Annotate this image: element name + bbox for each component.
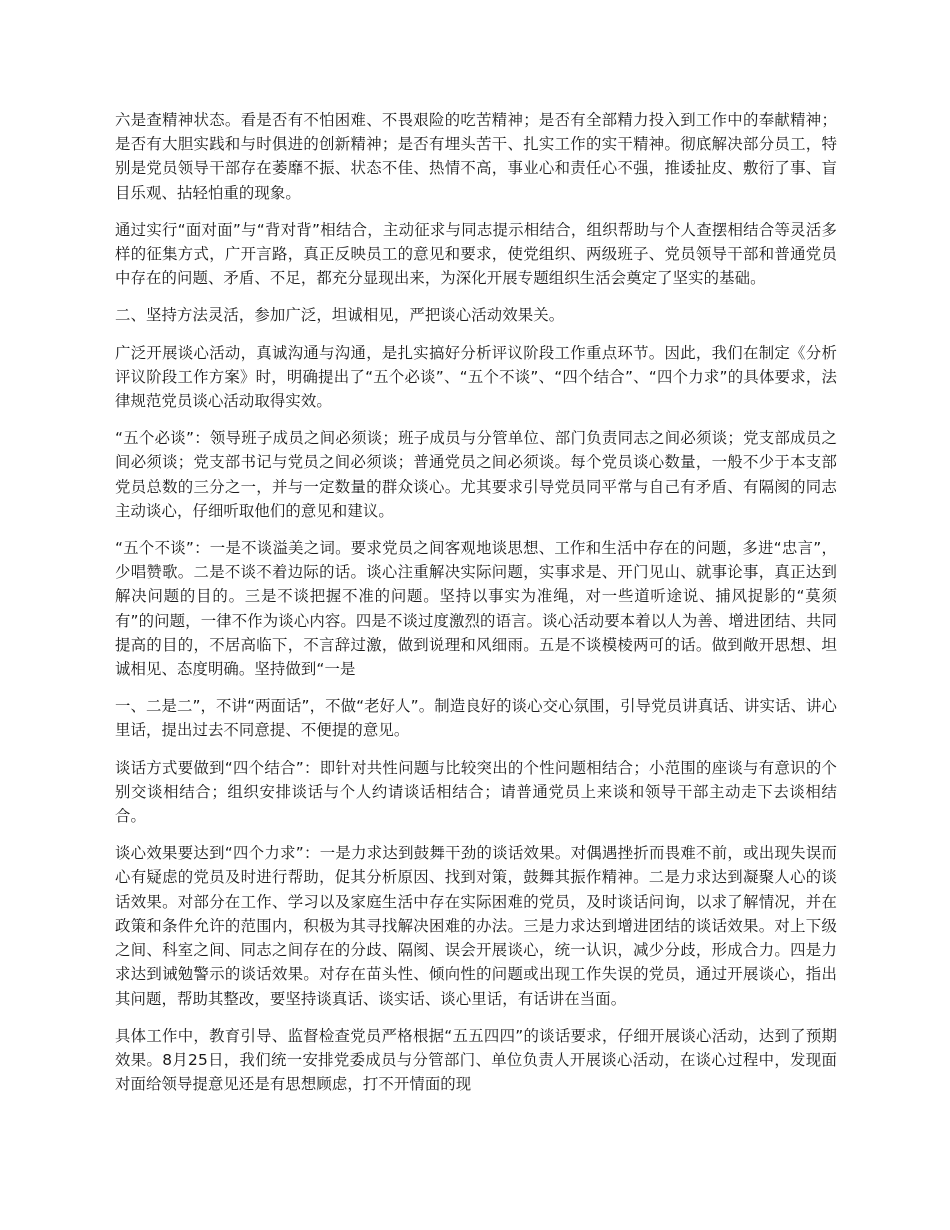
paragraph-four-strivings: 谈心效果要达到“四个力求”：一是力求达到鼓舞干劲的谈话效果。对偶遇挫折而畏难不前，或出现失误而心有疑虑的党员及时进行帮助，促其分析原因、找到对策，鼓舞其振作精神。二是力求达到凝聚人心的谈话效果。对部分在工作、学习以及家庭生活中存在实际困难的党员，及时谈话问询，以求了解情况，并在政策和条件允许的范围内，积极为其寻找解决困难的办法。三是力求达到增进团结的谈话效果。对上下级之间、科室之间、同志之间存在的分歧、隔阂、误会开展谈心，统一认识，减少分歧，形成合力。四是力求达到诫勉警示的谈话效果。对存在苗头性、倾向性的问题或出现工作失误的党员，通过开展谈心，指出其问题，帮助其整改，要坚持谈真话、谈实话、谈心里话，有话讲在当面。 xyxy=(115,844,837,1008)
paragraph-five-dont-talk: “五个不谈”：一是不谈溢美之词。要求党员之间客观地谈思想、工作和生活中存在的问题，多进“忠言”，少唱赞歌。二是不谈不着边际的话。谈心注重解决实际问题，实事求是、开门见山、就事论事，真正达到解决问题的目的。三是不谈把握不准的问题。坚持以事实为准绳，对一些道听途说、捕风捉影的“莫须有”的问题，一律不作为谈心内容。四是不谈过度激烈的语言。谈心活动要本着以人为善、增进团结、共同提高的目的，不居高临下，不言辞过激，做到说理和风细雨。五是不谈模棱两可的话。做到敞开思想、坦诚相见、态度明确。坚持做到“一是 xyxy=(115,539,837,679)
section-heading: 二、坚持方法灵活，参加广泛，坦诚相见，严把谈心活动效果关。 xyxy=(115,306,565,325)
paragraph-10: 具体工作中，教育引导、监督检查党员严格根据“五五四四”的谈话要求，仔细开展谈心活动，达到了预期效果。8月25日，我们统一安排党委成员与分管部门、单位负责人开展谈心活动，在谈心过程中，发现面对面给领导提意见还是有思想顾虑，打不开情面的现 xyxy=(115,1026,837,1094)
paragraph-four-combinations: 谈话方式要做到“四个结合”：即针对共性问题与比较突出的个性问题相结合；小范围的座谈与有意识的个别交谈相结合；组织安排谈话与个人约请谈话相结合；请普通党员上来谈和领导干部主动走下去谈相结合。 xyxy=(115,758,837,826)
paragraph-2: 通过实行“面对面”与“背对背”相结合，主动征求与同志提示相结合，组织帮助与个人查摆相结合等灵活多样的征集方式，广开言路，真正反映员工的意见和要求，使党组织、两级班子、党员领导干部和普通党员中存在的问题、矛盾、不足，都充分显现出来，为深化开展专题组织生活会奠定了坚实的基础。 xyxy=(115,220,837,288)
paragraph-five-must-talk: “五个必谈”：领导班子成员之间必须谈；班子成员与分管单位、部门负责同志之间必须谈；党支部成员之间必须谈；党支部书记与党员之间必须谈；普通党员之间必须谈。每个党员谈心数量，一般不少于本支部党员总数的三分之一，并与一定数量的群众谈心。尤其要求引导党员同平常与自己有矛盾、有隔阂的同志主动谈心，仔细听取他们的意见和建议。 xyxy=(115,429,837,520)
paragraph-7: 一、二是二”，不讲“两面话”，不做“老好人”。制造良好的谈心交心氛围，引导党员讲真话、讲实话、讲心里话，提出过去不同意提、不便提的意见。 xyxy=(115,697,837,740)
paragraph-1: 六是查精神状态。看是否有不怕困难、不畏艰险的吃苦精神；是否有全部精力投入到工作中的奉献精神；是否有大胆实践和与时俱进的创新精神；是否有埋头苦干、扎实工作的实干精神。彻底解决部分员工，特别是党员领导干部存在萎靡不振、状态不佳、热情不高，事业心和责任心不强，推诿扯皮、敷衍了事、盲目乐观、拈轻怕重的现象。 xyxy=(115,111,837,202)
document-body xyxy=(115,108,837,1109)
paragraph-4: 广泛开展谈心活动，真诚沟通与沟通，是扎实搞好分析评议阶段工作重点环节。因此，我们在制定《分析评议阶段工作方案》时，明确提出了“五个必谈”、“五个不谈”、“四个结合”、“四个力求”的具体要求，法律规范党员谈心活动取得实效。 xyxy=(115,343,837,411)
